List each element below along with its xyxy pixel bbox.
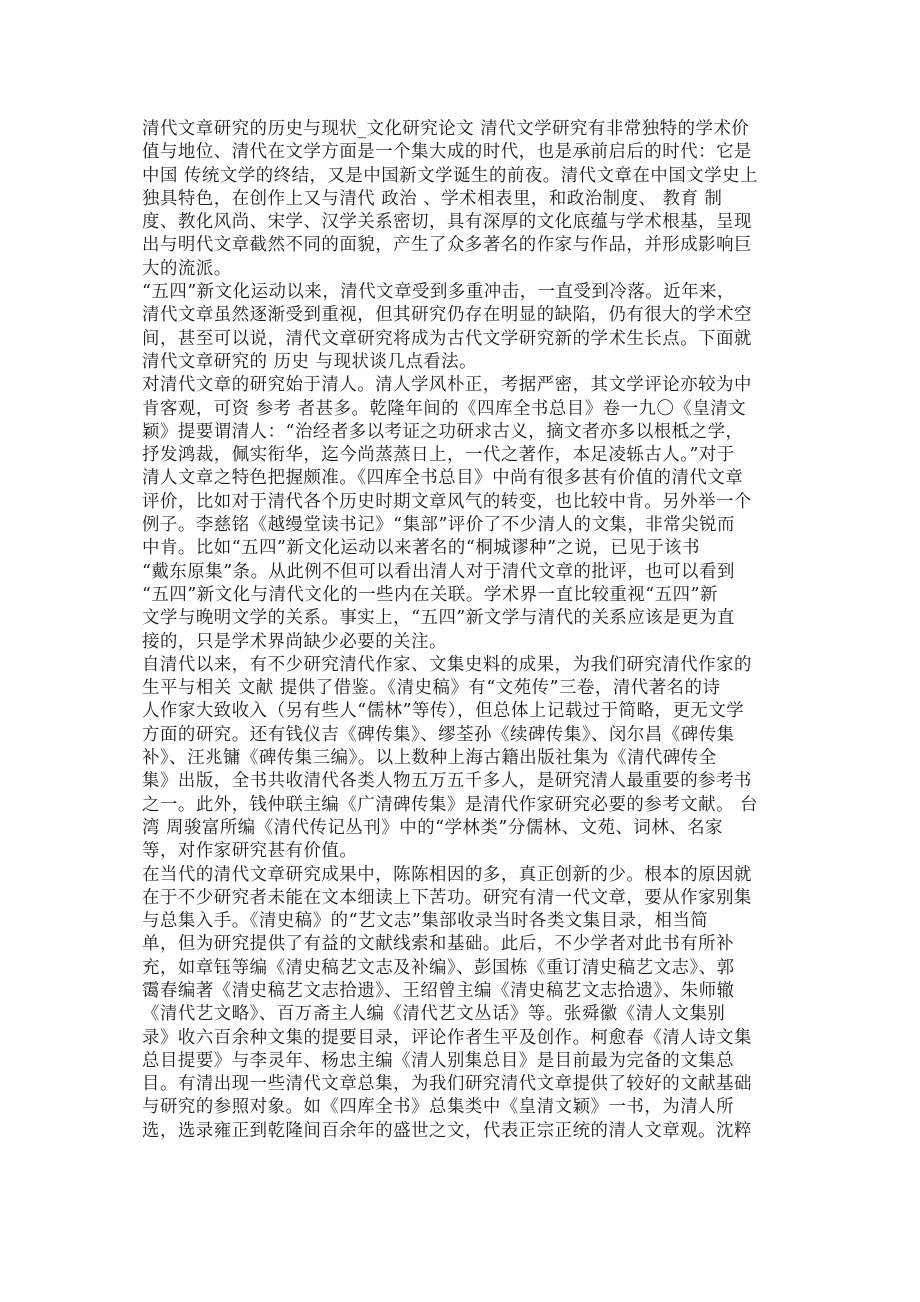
text-line: 间，甚至可以说，清代文章研究将成为古代文学研究新的学术生长点。下面就 [142, 328, 752, 349]
paragraph [142, 281, 782, 374]
text-line: 清人文章之特色把握颇准。《四库全书总目》中尚有很多甚有价值的清代文章 [142, 468, 744, 489]
text-line: 中国 传统文学的终结，又是中国新文学诞生的前夜。清代文章在中国文学史上 [142, 165, 759, 186]
text-line: 清代文章研究的 历史 与现状谈几点看法。 [142, 351, 478, 372]
paragraph [142, 118, 782, 281]
text-line: 总目提要》与李灵年、杨忠主编《清人别集总目》是目前最为完备的文集总 [142, 1050, 735, 1071]
paragraph [142, 374, 782, 654]
document-page [142, 118, 782, 1143]
text-line: 与研究的参照对象。如《四库全书》总集类中《皇清文颖》一书，为清人所 [142, 1097, 735, 1118]
text-line: 在当代的清代文章研究成果中，陈陈相因的多，真正创新的少。根本的原因就 [142, 864, 752, 885]
text-line: 颖》提要谓清人：“治经者多以考证之功研求古义，摘文者亦多以根柢之学， [142, 421, 744, 442]
text-line: 度、教化风尚、宋学、汉学关系密切，具有深厚的文化底蕴与学术根基，呈现 [142, 212, 752, 233]
text-line: 充，如章钰等编《清史稿艺文志及补编》、彭国栋《重订清史稿艺文志》、郭 [142, 957, 735, 978]
text-line: 等，对作家研究甚有价值。 [142, 841, 358, 862]
text-line: 评价，比如对于清代各个历史时期文章风气的转变，也比较中肯。另外举一个 [142, 491, 752, 512]
text-line: 生平与相关 文献 提供了借鉴。《清史稿》有“文苑传”三卷，清代著名的诗 [142, 678, 721, 699]
text-line: 中肯。比如“五四”新文化运动以来著名的“桐城谬种”之说，已见于该书 [142, 538, 701, 559]
text-line: 抒发鸿裁，佩实衔华，迄今尚蒸蒸日上，一代之著作，本足凌轹古人。”对于 [142, 445, 735, 466]
text-line: 《清代艺文略》、百万斋主人编《清代艺文丛话》等。张舜徽《清人文集别 [142, 1004, 726, 1025]
text-line: 出与明代文章截然不同的面貌，产生了众多著名的作家与作品，并形成影响巨 [142, 235, 752, 256]
text-line: 方面的研究。还有钱仪吉《碑传集》、缪荃孙《续碑传集》、闵尔昌《碑传集 [142, 724, 735, 745]
paragraph [142, 654, 782, 864]
text-line: 独具特色，在创作上又与清代 政治 、学术相表里，和政治制度、 教育 制 [142, 188, 723, 209]
text-line: 肯客观，可资 参考 者甚多。乾隆年间的《四库全书总目》卷一九〇《皇清文 [142, 398, 747, 419]
text-line: 与总集入手。《清史稿》的“艺文志”集部收录当时各类文集目录，相当简 [142, 911, 709, 932]
text-line: 集》出版，全书共收清代各类人物五万五千多人，是研究清人最重要的参考书 [142, 771, 752, 792]
text-line: 文学与晚明文学的关系。事实上，“五四”新文学与清代的关系应该是更为直 [142, 608, 735, 629]
paragraph [142, 864, 782, 1144]
text-line: 例子。李慈铭《越缦堂读书记》“集部”评价了不少清人的文集，非常尖锐而 [142, 515, 735, 536]
text-line: 自清代以来，有不少研究清代作家、文集史料的成果，为我们研究清代作家的 [142, 654, 752, 675]
text-line: 霭春编著《清史稿艺文志拾遗》、王绍曾主编《清史稿艺文志拾遗》、朱师辙 [142, 980, 735, 1001]
text-line: 之一。此外，钱仲联主编《广清碑传集》是清代作家研究必要的参考文献。 台 [142, 794, 759, 815]
text-line: 湾 周骏富所编《清代传记丛刊》中的“学林类”分儒林、文苑、词林、名家 [142, 817, 724, 838]
text-line: “五四”新文化运动以来，清代文章受到多重冲击，一直受到冷落。近年来， [142, 282, 735, 303]
text-line: 对清代文章的研究始于清人。清人学风朴正，考据严密，其文学评论亦较为中 [142, 375, 752, 396]
text-line: 补》、汪兆镛《碑传集三编》。以上数种上海古籍出版社集为《清代碑传全 [142, 748, 717, 769]
text-line: 值与地位、清代在文学方面是一个集大成的时代，也是承前启后的时代：它是 [142, 142, 752, 163]
text-line: 录》收六百余种文集的提要目录，评论作者生平及创作。柯愈春《清人诗文集 [142, 1027, 752, 1048]
text-line: “戴东原集”条。从此例不但可以看出清人对于清代文章的批评，也可以看到 [142, 561, 735, 582]
text-line: 在于不少研究者未能在文本细读上下苦功。研究有清一代文章，要从作家别集 [142, 887, 752, 908]
text-line: 选，选录雍正到乾隆间百余年的盛世之文，代表正宗正统的清人文章观。沈粹 [142, 1120, 752, 1141]
text-line: 清代文章虽然逐渐受到重视，但其研究仍存在明显的缺陷，仍有很大的学术空 [142, 305, 752, 326]
text-line: 接的，只是学术界尚缺少必要的关注。 [142, 631, 447, 652]
text-line: 目。有清出现一些清代文章总集，为我们研究清代文章提供了较好的文献基础 [142, 1074, 752, 1095]
text-line: 大的流派。 [142, 258, 232, 279]
text-line: “五四”新文化与清代文化的一些内在关联。学术界一直比较重视“五四”新 [142, 584, 718, 605]
text-line: 人作家大致收入（另有些人“儒林”等传），但总体上记载过于简略，更无文学 [142, 701, 745, 722]
text-line: 单，但为研究提供了有益的文献线索和基础。此后，不少学者对此书有所补 [142, 934, 735, 955]
text-line: 清代文章研究的历史与现状_文化研究论文 清代文学研究有非常独特的学术价 [142, 119, 750, 139]
